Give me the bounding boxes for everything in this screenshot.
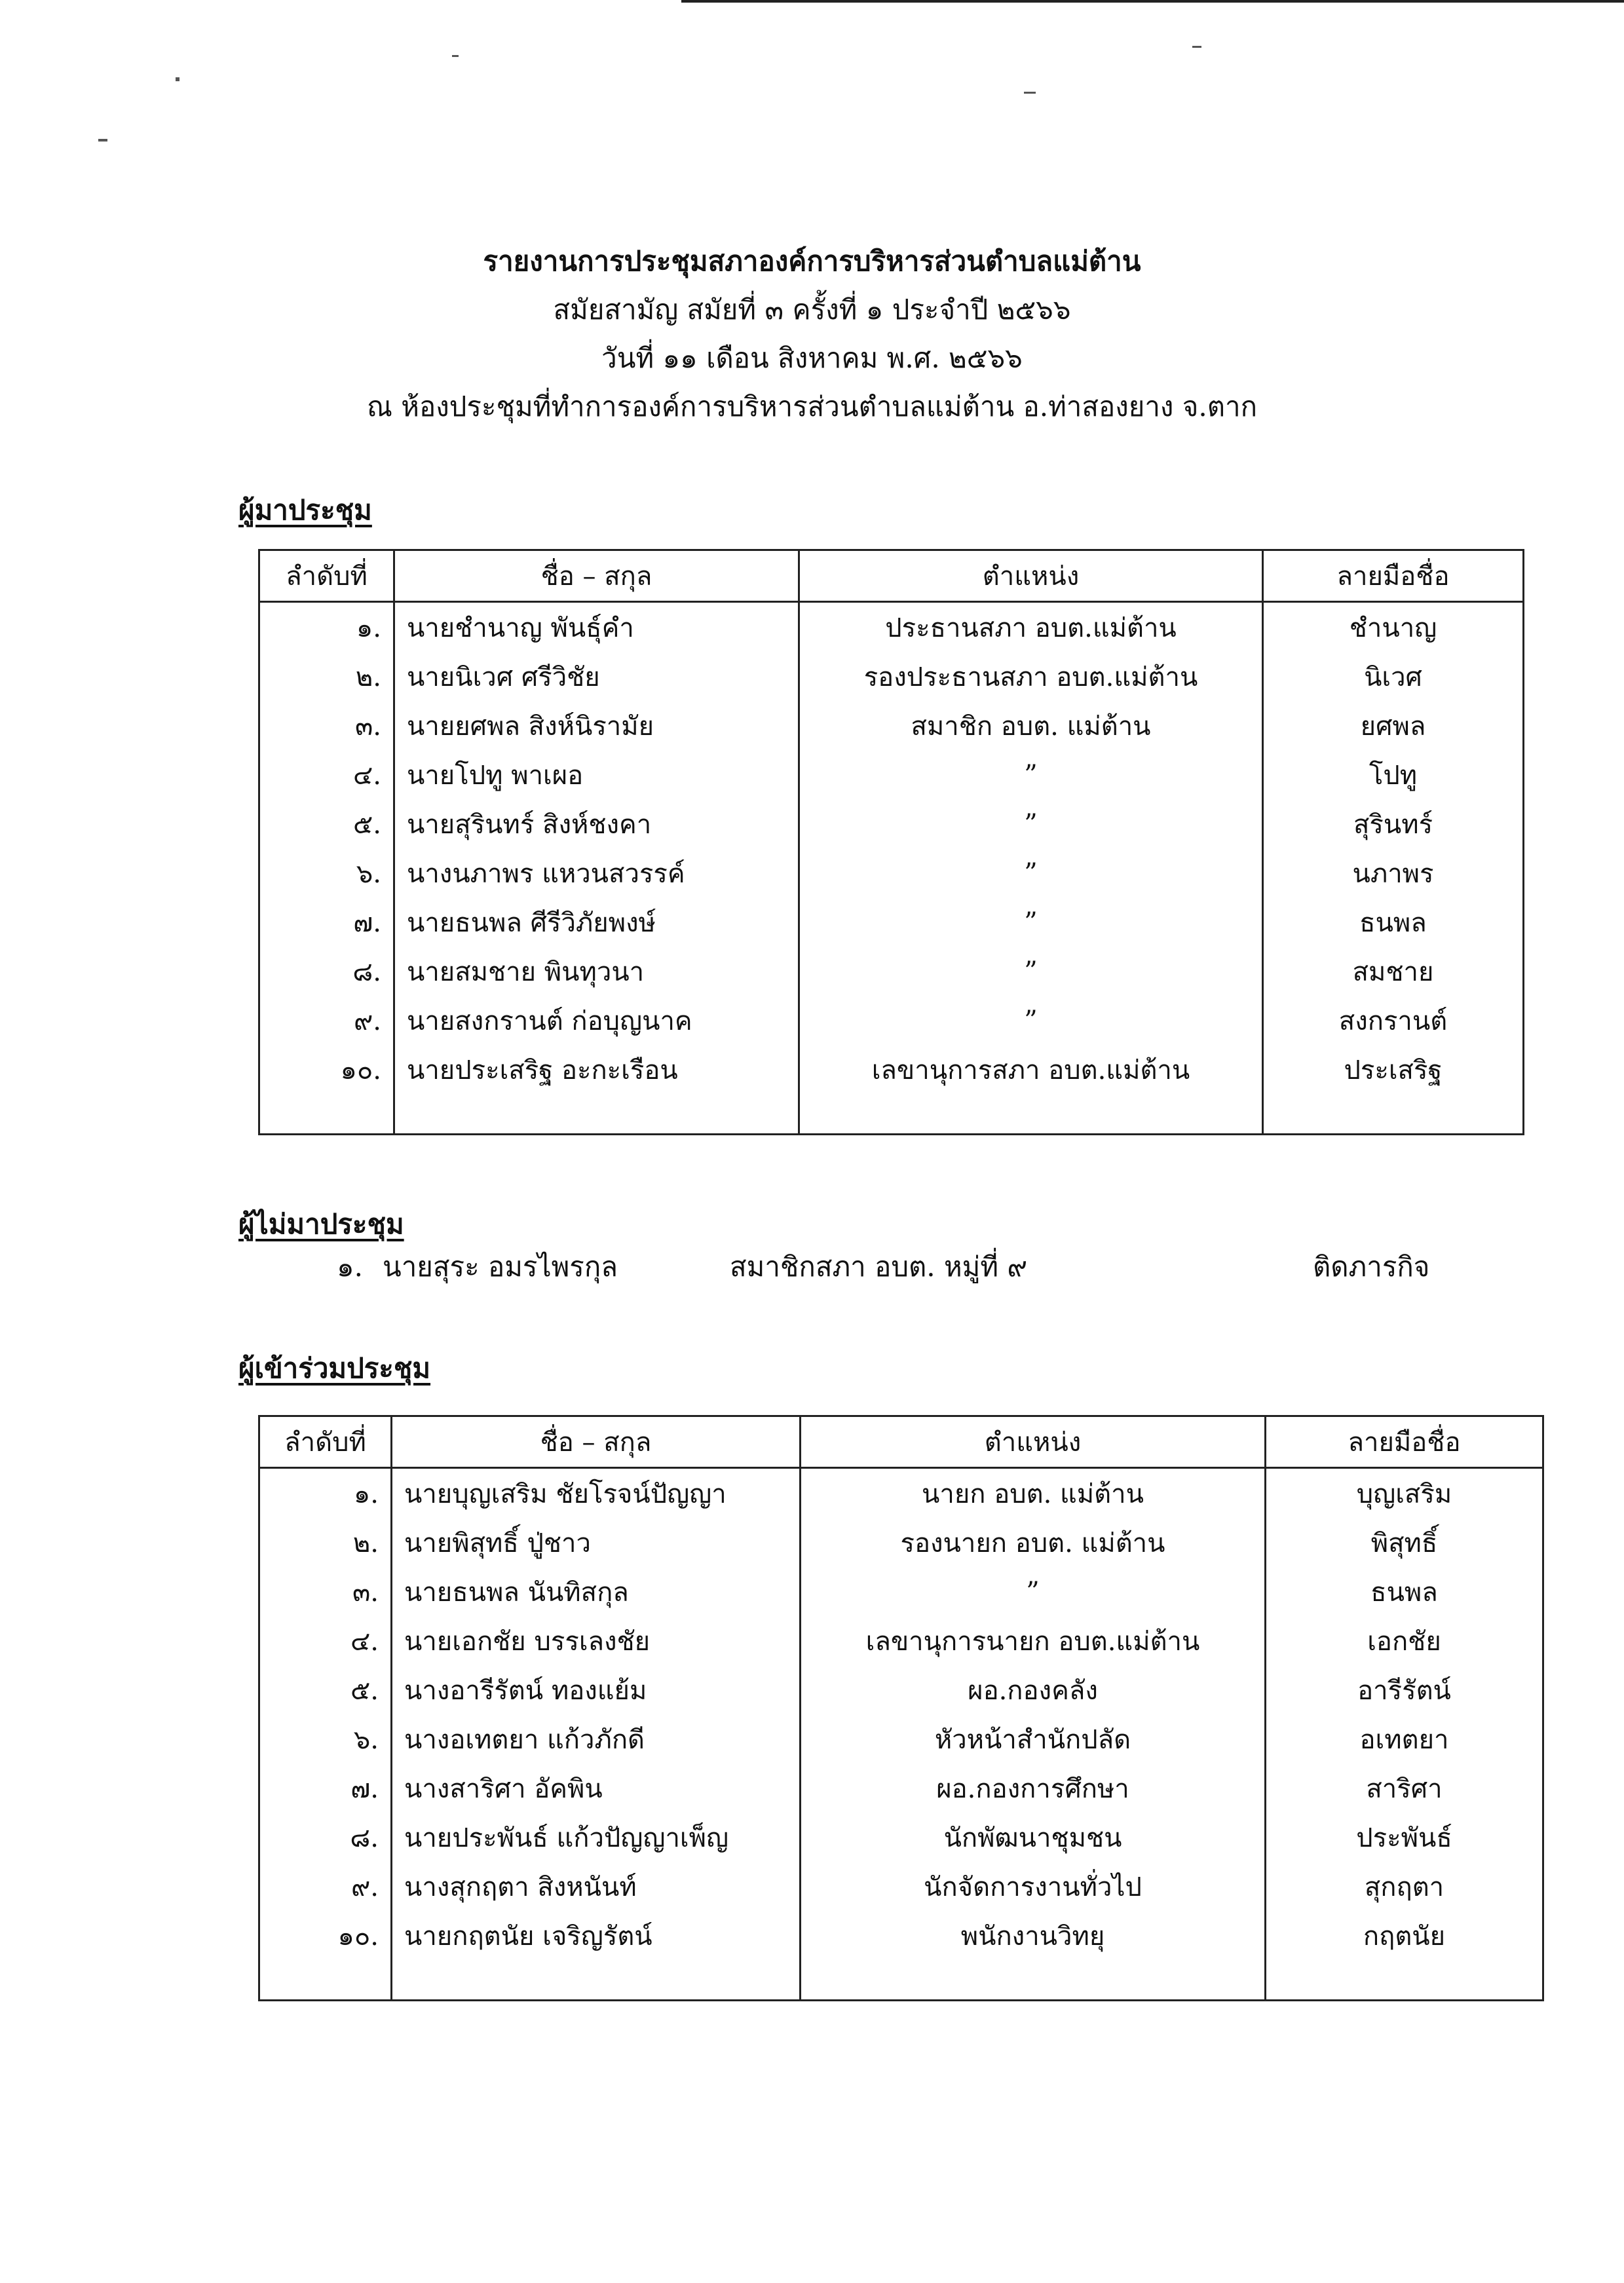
row-number: ๓. [259, 701, 394, 750]
date-line: วันที่ ๑๑ เดือน สิงหาคม พ.ศ. ๒๕๖๖ [601, 342, 1023, 374]
row-number: ๓. [259, 1567, 392, 1616]
table-header-row [259, 1416, 1543, 1468]
col-header-position: ตำแหน่ง [799, 550, 1263, 602]
row-number: ๖. [259, 848, 394, 897]
attendee-position: นักพัฒนาชุมชน [801, 1813, 1266, 1862]
scan-speck [1192, 46, 1201, 48]
attendee-signature: ประพันธ์ [1266, 1813, 1543, 1862]
attendee-signature: ธนพล [1266, 1567, 1543, 1616]
row-number: ๔. [259, 1616, 392, 1665]
scan-speck [452, 55, 459, 57]
member-signature: ชำนาญ [1263, 602, 1524, 652]
col-header-position: ตำแหน่ง [801, 1416, 1266, 1468]
member-name: นายนิเวศ ศรีวิชัย [394, 652, 799, 701]
member-name: นายสุรินทร์ สิงห์ชงคา [394, 799, 799, 848]
absent-row-number: ๑. [337, 1251, 364, 1283]
attendee-signature: พิสุทธิ์ [1266, 1518, 1543, 1567]
member-position: ” [799, 996, 1263, 1045]
member-position: ประธานสภา อบต.แม่ต้าน [799, 602, 1263, 652]
venue-line: ณ ห้องประชุมที่ทำการองค์การบริหารส่วนตำบลแม่ต้าน อ.ท่าสองยาง จ.ตาก [366, 390, 1258, 423]
table-row [259, 1665, 1543, 1714]
table-row [259, 701, 1524, 750]
table-row [259, 1567, 1543, 1616]
attendees-table [258, 1415, 1544, 2001]
scan-edge-line [681, 0, 1624, 3]
attendee-signature: สาริศา [1266, 1764, 1543, 1813]
attendee-position: นักจัดการงานทั่วไป [801, 1862, 1266, 1911]
member-name: นายโปทู พาเผอ [394, 750, 799, 799]
scan-speck [98, 139, 107, 142]
table-row [259, 947, 1524, 996]
attendee-position: ” [801, 1567, 1266, 1616]
session-line: สมัยสามัญ สมัยที่ ๓ ครั้งที่ ๑ ประจำปี ๒๕๖๖ [553, 293, 1071, 326]
table-row [259, 1045, 1524, 1094]
attendee-position: นายก อบต. แม่ต้าน [801, 1468, 1266, 1519]
row-number: ๑. [259, 602, 394, 652]
table-row [259, 750, 1524, 799]
member-signature: นภาพร [1263, 848, 1524, 897]
row-number: ๖. [259, 1714, 392, 1764]
table-row [259, 652, 1524, 701]
attendee-position: ผอ.กองการศึกษา [801, 1764, 1266, 1813]
row-number: ๗. [259, 1764, 392, 1813]
attendee-signature: อารีรัตน์ [1266, 1665, 1543, 1714]
row-number: ๔. [259, 750, 394, 799]
row-number: ๘. [259, 947, 394, 996]
table-row [259, 1518, 1543, 1567]
member-position: รองประธานสภา อบต.แม่ต้าน [799, 652, 1263, 701]
attendee-signature: กฤตนัย [1266, 1911, 1543, 1960]
attendee-signature: เอกชัย [1266, 1616, 1543, 1665]
attendee-position: รองนายก อบต. แม่ต้าน [801, 1518, 1266, 1567]
member-name: นายชำนาญ พันธุ์คำ [394, 602, 799, 652]
scan-speck [176, 77, 179, 81]
table-row [259, 996, 1524, 1045]
col-header-no: ลำดับที่ [259, 1416, 392, 1468]
member-position: สมาชิก อบต. แม่ต้าน [799, 701, 1263, 750]
member-name: นายประเสริฐ อะกะเรือน [394, 1045, 799, 1094]
attendee-signature: สุกฤตา [1266, 1862, 1543, 1911]
row-number: ๑๐. [259, 1911, 392, 1960]
member-position: ” [799, 897, 1263, 947]
attendee-position: หัวหน้าสำนักปลัด [801, 1714, 1266, 1764]
report-title: รายงานการประชุมสภาองค์การบริหารส่วนตำบลแม่ต้าน [483, 245, 1141, 277]
table-row [259, 1714, 1543, 1764]
table-blank-row [259, 1960, 1543, 2001]
row-number: ๗. [259, 897, 394, 947]
scan-speck [1024, 92, 1036, 94]
member-signature: สงกรานต์ [1263, 996, 1524, 1045]
attendee-name: นายบุญเสริม ชัยโรจน์ปัญญา [392, 1468, 801, 1519]
table-row [259, 1813, 1543, 1862]
absent-heading: ผู้ไม่มาประชุม [238, 1208, 404, 1240]
member-position: ” [799, 848, 1263, 897]
member-signature: ธนพล [1263, 897, 1524, 947]
attendee-name: นายกฤตนัย เจริญรัตน์ [392, 1911, 801, 1960]
col-header-signature: ลายมือชื่อ [1263, 550, 1524, 602]
row-number: ๘. [259, 1813, 392, 1862]
attendee-name: นางสาริศา อัคพิน [392, 1764, 801, 1813]
attendee-position: เลขานุการนายก อบต.แม่ต้าน [801, 1616, 1266, 1665]
member-name: นายยศพล สิงห์นิรามัย [394, 701, 799, 750]
table-blank-row [259, 1094, 1524, 1135]
row-number: ๒. [259, 652, 394, 701]
attendee-position: ผอ.กองคลัง [801, 1665, 1266, 1714]
row-number: ๑. [259, 1468, 392, 1519]
member-position: ” [799, 947, 1263, 996]
row-number: ๙. [259, 996, 394, 1045]
table-row [259, 1468, 1543, 1519]
absent-reason: ติดภารกิจ [1313, 1251, 1430, 1283]
present-heading: ผู้มาประชุม [238, 494, 372, 526]
table-row [259, 897, 1524, 947]
member-signature: นิเวศ [1263, 652, 1524, 701]
member-position: เลขานุการสภา อบต.แม่ต้าน [799, 1045, 1263, 1094]
member-name: นายสงกรานต์ ก่อบุญนาค [394, 996, 799, 1045]
member-name: นายสมชาย พินทุวนา [394, 947, 799, 996]
attendee-position: พนักงานวิทยุ [801, 1911, 1266, 1960]
table-row [259, 602, 1524, 652]
member-name: นายธนพล ศีรีวิภัยพงษ์ [394, 897, 799, 947]
table-row [259, 1862, 1543, 1911]
row-number: ๕. [259, 1665, 392, 1714]
table-row [259, 799, 1524, 848]
attendee-name: นายพิสุทธิ์ ปู่ชาว [392, 1518, 801, 1567]
member-name: นางนภาพร แหวนสวรรค์ [394, 848, 799, 897]
member-signature: โปทู [1263, 750, 1524, 799]
col-header-signature: ลายมือชื่อ [1266, 1416, 1543, 1468]
row-number: ๕. [259, 799, 394, 848]
attendee-signature: บุญเสริม [1266, 1468, 1543, 1519]
member-signature: สมชาย [1263, 947, 1524, 996]
col-header-no: ลำดับที่ [259, 550, 394, 602]
attendees-heading: ผู้เข้าร่วมประชุม [238, 1352, 431, 1384]
table-row [259, 1764, 1543, 1813]
row-number: ๙. [259, 1862, 392, 1911]
present-table [258, 549, 1524, 1135]
absent-member-position: สมาชิกสภา อบต. หมู่ที่ ๙ [730, 1251, 1028, 1283]
table-row [259, 1616, 1543, 1665]
col-header-name: ชื่อ – สกุล [392, 1416, 801, 1468]
col-header-name: ชื่อ – สกุล [394, 550, 799, 602]
attendee-signature: อเทตยา [1266, 1714, 1543, 1764]
member-signature: สุรินทร์ [1263, 799, 1524, 848]
member-position: ” [799, 750, 1263, 799]
attendee-name: นายธนพล นันทิสกุล [392, 1567, 801, 1616]
attendee-name: นางสุกฤตา สิงหนันท์ [392, 1862, 801, 1911]
table-header-row [259, 550, 1524, 602]
member-position: ” [799, 799, 1263, 848]
absent-member-name: นายสุระ อมรไพรกุล [383, 1251, 618, 1283]
table-row [259, 1911, 1543, 1960]
attendee-name: นายเอกชัย บรรเลงชัย [392, 1616, 801, 1665]
attendee-name: นายประพันธ์ แก้วปัญญาเพ็ญ [392, 1813, 801, 1862]
member-signature: ประเสริฐ [1263, 1045, 1524, 1094]
row-number: ๒. [259, 1518, 392, 1567]
attendee-name: นางอารีรัตน์ ทองแย้ม [392, 1665, 801, 1714]
member-signature: ยศพล [1263, 701, 1524, 750]
attendee-name: นางอเทตยา แก้วภักดี [392, 1714, 801, 1764]
table-row [259, 848, 1524, 897]
row-number: ๑๐. [259, 1045, 394, 1094]
